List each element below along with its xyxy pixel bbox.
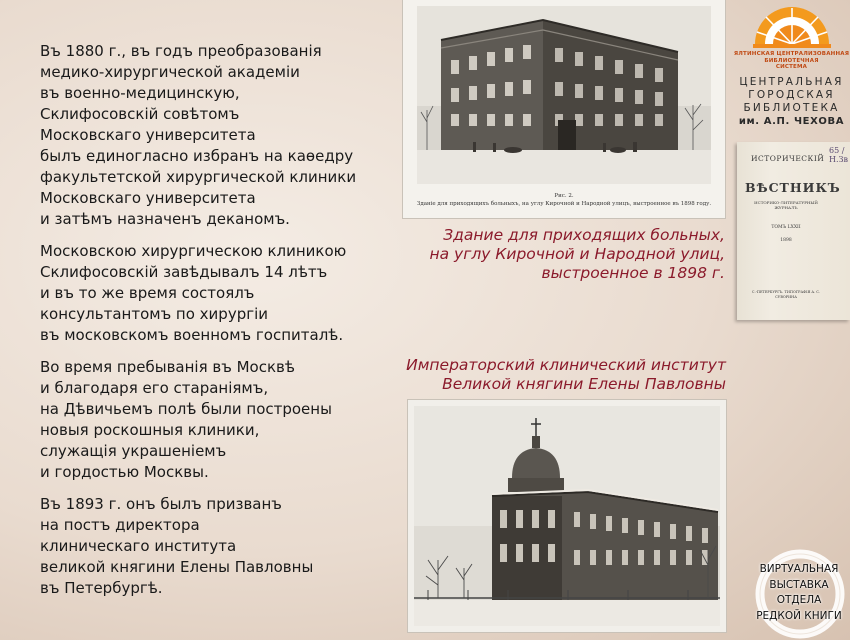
logo-big-line: ЦЕНТРАЛЬНАЯ (739, 75, 844, 88)
text-line: и гордостью Москвы. (40, 463, 209, 481)
text-line: былъ единогласно избранъ на каѳедру (40, 147, 354, 165)
book-top-title: ИСТОРИЧЕСКІЙ (751, 154, 825, 163)
text-line: факультетской хирургической клиники (40, 168, 357, 186)
institute-photo (408, 400, 726, 632)
text-line: служащія украшеніемъ (40, 442, 227, 460)
logo-big-line: им. А.П. ЧЕХОВА (738, 115, 845, 127)
footer-line: ВИРТУАЛЬНАЯ (759, 563, 839, 575)
library-logo (733, 4, 850, 128)
logo-small-line: ЯЛТИНСКАЯ ЦЕНТРАЛИЗОВАННАЯ (733, 51, 850, 57)
text-line: новыя роскошныя клиники, (40, 421, 260, 439)
text-line: на Дѣвичьемъ полѣ были построены (40, 400, 332, 418)
text-line: Въ 1880 г., въ годъ преобразованія (40, 42, 322, 60)
text-line: Склифосовскій завѣдывалъ 14 лѣтъ (40, 263, 328, 281)
paragraph-3 (40, 357, 370, 483)
book-cover (737, 142, 850, 320)
text-line: клиническаго института (40, 537, 237, 555)
book-subtitle: ИСТОРИКО-ЛИТЕРАТУРНЫЙ ЖУРНАЛЪ (754, 200, 818, 210)
logo-big-line: БИБЛИОТЕКА (743, 101, 840, 114)
institute-engraving (408, 400, 726, 632)
text-line: и благодаря его стараніямъ, (40, 379, 269, 397)
main-text (40, 41, 370, 610)
text-line: консультантомъ по хирургіи (40, 305, 269, 323)
logo-small-line: СИСТЕМА (775, 64, 808, 70)
building-caption (405, 226, 725, 283)
caption-line: Императорский клинический институт (406, 356, 726, 374)
text-line: Московскаго университета (40, 126, 256, 144)
building-photo (403, 0, 725, 218)
text-line: Склифосовскій совѣтомъ (40, 105, 240, 123)
paragraph-4 (40, 494, 370, 599)
book-volume: ТОМЪ LXXII (771, 225, 801, 230)
sun-books-icon (749, 4, 835, 50)
book-year: 1898 (780, 238, 792, 243)
footer-line: РЕДКОЙ КНИГИ (756, 609, 842, 622)
text-line: въ московскомъ военномъ госпиталѣ. (40, 326, 344, 344)
exhibition-text (752, 562, 846, 624)
print-caption-text: Зданіе для приходящихъ больныхъ, на углу Кирочной и Народной улицъ, выстроенное въ 1898 году. (416, 201, 712, 207)
exhibition-label (752, 548, 850, 640)
text-line: великой княгини Елены Павловны (40, 558, 314, 576)
text-line: Во время пребыванія въ Москвѣ (40, 358, 295, 376)
caption-line: на углу Кирочной и Народной улиц, (429, 245, 725, 263)
library-system-name (733, 51, 850, 71)
print-caption-figure: Рис. 2. (554, 193, 574, 199)
caption-line: Здание для приходящих больных, (443, 226, 725, 244)
building-engraving (403, 0, 725, 218)
text-line: въ Петербургѣ. (40, 579, 163, 597)
text-line: медико-хирургической академіи (40, 63, 300, 81)
caption-line: выстроенное в 1898 г. (541, 264, 725, 282)
logo-big-line: ГОРОДСКАЯ (748, 88, 835, 101)
paragraph-1 (40, 41, 370, 230)
text-line: и затѣмъ назначенъ деканомъ. (40, 210, 290, 228)
footer-line: ОТДЕЛА (776, 594, 822, 606)
text-line: Въ 1893 г. онъ былъ призванъ (40, 495, 282, 513)
institute-caption (360, 356, 726, 394)
footer-line: ВЫСТАВКА (769, 578, 829, 591)
text-line: на постъ директора (40, 516, 200, 534)
text-line: Московскою хирургическою клиникою (40, 242, 347, 260)
library-name (733, 76, 850, 128)
text-line: и въ то же время состоялъ (40, 284, 255, 302)
paragraph-2 (40, 241, 370, 346)
text-line: Московскаго университета (40, 189, 256, 207)
text-line: въ военно-медицинскую, (40, 84, 240, 102)
book-title: ВѢСТНИКЪ (745, 180, 841, 195)
caption-line: Великой княгини Елены Павловны (442, 375, 726, 393)
book-publisher: С.-ПЕТЕРБУРГЪ. ТИПОГРАФІЯ А. С. СУВОРИНА (751, 290, 821, 299)
logo-small-line: БИБЛИОТЕЧНАЯ (764, 57, 819, 64)
handwritten-note: 65 / Н.Зв (829, 146, 849, 164)
